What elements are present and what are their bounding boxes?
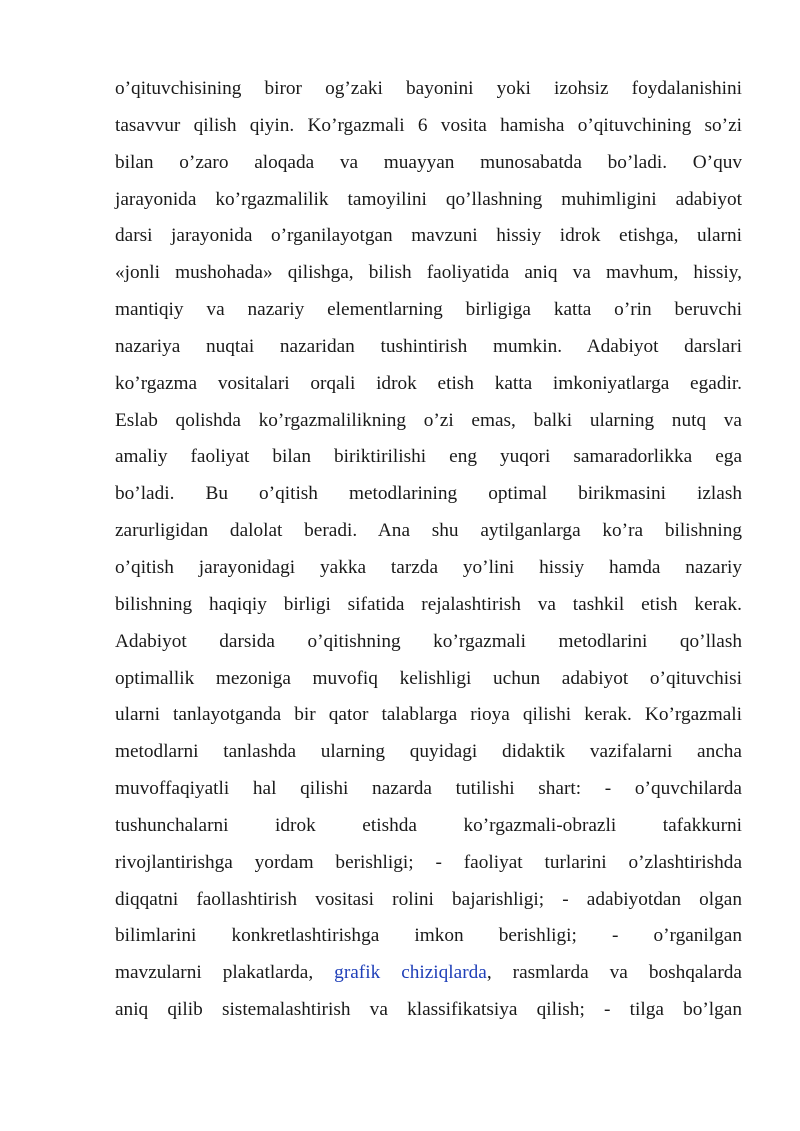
body-text [115, 71, 742, 1029]
text-line: bilimlarini konkretlashtirishga imkon berishligi; - o’rganilgan [115, 925, 742, 947]
text-line: ularni tanlayotganda bir qator talablarga rioya qilishi kerak. Ko’rgazmali [115, 704, 742, 726]
text-line: rivojlantirishga yordam berishligi; - faoliyat turlarini o’zlashtirishda [115, 851, 742, 873]
text-line: metodlarni tanlashda ularning quyidagi didaktik vazifalarni ancha [115, 741, 742, 763]
text-line: o’qituvchisining biror og’zaki bayonini yoki izohsiz foydalanishini [115, 78, 742, 99]
text-line: darsi jarayonida o’rganilayotgan mavzuni hissiy idrok etishga, ularni [115, 225, 742, 247]
text-line: diqqatni faollashtirish vositasi rolini bajarishligi; - adabiyotdan olgan [115, 888, 742, 910]
text-line: ko’rgazma vositalari orqali idrok etish katta imkoniyatlarga egadir. [115, 372, 742, 394]
text-line: bilan o’zaro aloqada va muayyan munosabatda bo’ladi. O’quv [115, 151, 742, 173]
text-line: bo’ladi. Bu o’qitish metodlarining optimal birikmasini izlash [115, 483, 742, 505]
text-line: optimallik mezoniga muvofiq kelishligi uchun adabiyot o’qituvchisi [115, 667, 742, 689]
text-line: amaliy faoliyat bilan biriktirilishi eng yuqori samaradorlikka ega [115, 446, 742, 468]
text-line: zarurligidan dalolat beradi. Ana shu aytilganlarga ko’ra bilishning [115, 520, 742, 542]
text-line: mantiqiy va nazariy elementlarning birligiga katta o’rin beruvchi [115, 299, 742, 321]
text-line-with-link [115, 955, 742, 992]
text-line: aniq qilib sistemalashtirish va klassifikatsiya qilish; - tilga bo’lgan [115, 999, 742, 1021]
text-line: «jonli mushohada» qilishga, bilish faoliyatida aniq va mavhum, hissiy, [115, 262, 742, 284]
highlighted-link[interactable]: grafik chiziqlarda [334, 962, 487, 984]
text-segment: mavzularni plakatlarda, [115, 962, 335, 984]
text-line: nazariya nuqtai nazaridan tushintirish mumkin. Adabiyot darslari [115, 335, 742, 357]
text-segment: , rasmlarda va boshqalarda [486, 962, 742, 984]
text-line: jarayonida ko’rgazmalilik tamoyilini qo’llashning muhimligini adabiyot [115, 188, 742, 210]
text-line: Eslab qolishda ko’rgazmalilikning o’zi emas, balki ularning nutq va [115, 409, 742, 431]
text-line: o’qitish jarayonidagi yakka tarzda yo’lini hissiy hamda nazariy [115, 556, 742, 578]
text-line: muvoffaqiyatli hal qilishi nazarda tutilishi shart: - o’quvchilarda [115, 778, 742, 800]
text-line: tushunchalarni idrok etishda ko’rgazmali-obrazli tafakkurni [115, 814, 742, 836]
text-line: tasavvur qilish qiyin. Ko’rgazmali 6 vosita hamisha o’qituvchining so’zi [115, 114, 742, 136]
text-line: bilishning haqiqiy birligi sifatida rejalashtirish va tashkil etish kerak. [115, 593, 742, 615]
text-line: Adabiyot darsida o’qitishning ko’rgazmali metodlarini qo’llash [115, 630, 742, 652]
